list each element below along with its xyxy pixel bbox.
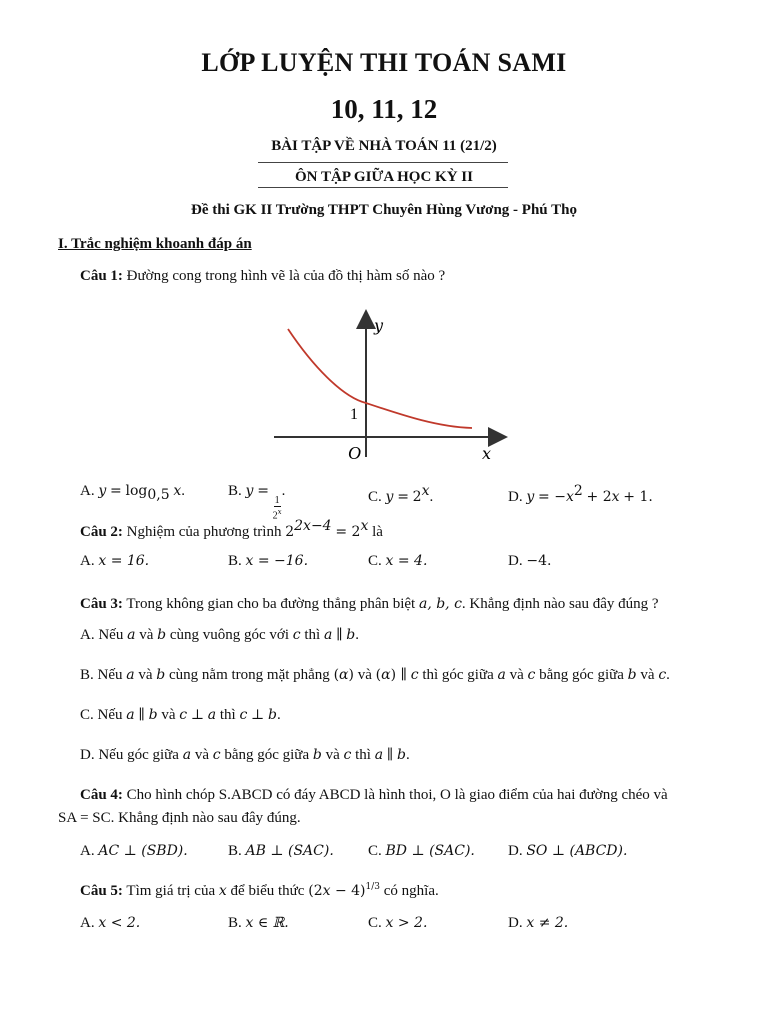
question-1-label: Câu 1:	[80, 268, 123, 284]
q1-option-d-formula: y	[526, 489, 535, 505]
q5-option-b[interactable]	[228, 915, 289, 932]
question-5: Câu 5: Tìm giá trị của x để biểu thức $(2x - 4)^{1/3}$ có nghĩa.	[80, 882, 439, 899]
q5-option-c-letter: C.	[368, 915, 382, 931]
q5-option-d-text: x ≠ 2.	[526, 915, 569, 931]
homework-heading: BÀI TẬP VỀ NHÀ TOÁN 11 (21/2)	[271, 138, 497, 154]
q2-option-a[interactable]	[80, 553, 149, 570]
q1-option-b-letter: B.	[228, 483, 242, 499]
question-1-graph	[272, 305, 512, 465]
q1-option-b[interactable]: B. y = $\frac{1}{2^x}$ .	[228, 483, 286, 522]
question-5-label: Câu 5:	[80, 883, 123, 899]
q4-option-c-letter: C.	[368, 843, 382, 859]
q3-option-d-text: Nếu góc giữa a và c bằng góc giữa b và c thì a ∥ b.	[98, 747, 410, 763]
q1-option-d-letter: D.	[508, 489, 523, 505]
q3-option-b-text: Nếu a và b cùng nằm trong mặt phẳng (α) và (α) ∥ c thì góc giữa a và c bằng góc giữa b và c.	[97, 667, 670, 683]
q1-option-a[interactable]: A. $y = \log_{0,5} x$.	[80, 483, 186, 503]
q4-option-c-text: BD ⊥ (SAC).	[385, 843, 475, 859]
q5-option-a-letter: A.	[80, 915, 95, 931]
question-3-vars: a, b, c	[418, 596, 462, 612]
q2-option-c-text: x = 4.	[385, 553, 428, 569]
question-2-text-after: là	[372, 524, 383, 540]
question-3-label: Câu 3:	[80, 596, 123, 612]
q5-option-a[interactable]	[80, 915, 140, 932]
q5-option-d[interactable]	[508, 915, 568, 932]
question-4-line2: SA = SC. Khẳng định nào sau đây đúng.	[58, 810, 301, 826]
question-5-text-mid: để biểu thức	[230, 883, 305, 899]
question-5-text-after: có nghĩa.	[383, 883, 439, 899]
q3-option-c[interactable]	[80, 707, 281, 724]
q5-option-a-text: x < 2.	[98, 915, 141, 931]
q3-option-d[interactable]	[80, 747, 410, 764]
q3-option-d-letter: D.	[80, 747, 95, 763]
q2-option-a-text: x = 16.	[98, 553, 150, 569]
question-1	[80, 268, 445, 285]
q1-option-b-formula: y	[245, 483, 254, 499]
q1-option-d[interactable]: D. $y = -x^2 + 2x + 1$.	[508, 483, 653, 505]
exponential-curve	[288, 329, 472, 428]
q4-option-a[interactable]	[80, 843, 188, 860]
section-title: I. Trắc nghiệm khoanh đáp án	[58, 236, 252, 252]
graph-x-label: x	[482, 444, 492, 463]
q3-option-c-text: Nếu a ∥ b và c ⊥ a thì c ⊥ b.	[97, 707, 281, 723]
question-5-expression: (2x − 4)	[308, 883, 366, 899]
q3-option-b-letter: B.	[80, 667, 94, 683]
q3-option-c-letter: C.	[80, 707, 94, 723]
graph-y-label: y	[374, 316, 384, 335]
question-4-label: Câu 4:	[80, 787, 123, 803]
q4-option-a-text: AC ⊥ (SBD).	[98, 843, 188, 859]
q5-option-c[interactable]	[368, 915, 427, 932]
q4-option-b[interactable]	[228, 843, 334, 860]
question-4-line1: Cho hình chóp S.ABCD có đáy ABCD là hình thoi, O là giao điểm của hai đường chéo và	[126, 787, 668, 803]
q2-option-a-letter: A.	[80, 553, 95, 569]
q1-option-c[interactable]: C. y = 2$^x$.	[368, 483, 434, 505]
question-3-text: Trong không gian cho ba đường thẳng phân biệt	[126, 596, 416, 612]
page-title: LỚP LUYỆN THI TOÁN SAMI	[201, 48, 567, 77]
graph-origin-label: O	[348, 443, 361, 463]
q1-option-c-letter: C.	[368, 489, 382, 505]
q2-option-d[interactable]	[508, 553, 551, 570]
q2-option-c[interactable]	[368, 553, 427, 570]
q5-option-d-letter: D.	[508, 915, 523, 931]
q1-option-c-formula: y	[385, 489, 394, 505]
question-2-text: Nghiệm của phương trình	[126, 524, 282, 540]
q5-option-b-text: x ∈ ℝ.	[245, 915, 289, 931]
q2-option-b-text: x = −16.	[245, 553, 309, 569]
q3-option-a-letter: A.	[80, 627, 95, 643]
q2-option-c-letter: C.	[368, 553, 382, 569]
q2-option-d-text: −4.	[526, 553, 552, 569]
q4-option-d[interactable]	[508, 843, 627, 860]
question-2-label: Câu 2:	[80, 524, 123, 540]
q4-option-b-letter: B.	[228, 843, 242, 859]
q4-option-b-text: AB ⊥ (SAC).	[245, 843, 334, 859]
q2-option-d-letter: D.	[508, 553, 523, 569]
q3-option-b[interactable]	[80, 667, 670, 684]
question-4	[80, 787, 668, 804]
q4-option-a-letter: A.	[80, 843, 95, 859]
grades-heading: 10, 11, 12	[330, 94, 438, 124]
q2-option-b[interactable]	[228, 553, 308, 570]
q3-option-a-text: Nếu a và b cùng vuông góc với c thì a ∥ b.	[98, 627, 359, 643]
question-3	[80, 596, 659, 613]
q2-option-b-letter: B.	[228, 553, 242, 569]
question-5-text-before: Tìm giá trị của	[126, 883, 216, 899]
review-heading: ÔN TẬP GIỮA HỌC KỲ II	[295, 169, 473, 185]
graph-intercept-label: 1	[350, 406, 358, 423]
q1-option-a-formula: y	[98, 483, 107, 499]
exam-source: Đề thi GK II Trường THPT Chuyên Hùng Vương - Phú Thọ	[191, 202, 577, 218]
question-2: Câu 2: Nghiệm của phương trình $2^{2x-4} = 2^x$ là	[80, 518, 383, 540]
q4-option-d-text: SO ⊥ (ABCD).	[526, 843, 628, 859]
q4-option-c[interactable]	[368, 843, 475, 860]
q5-option-b-letter: B.	[228, 915, 242, 931]
q4-option-d-letter: D.	[508, 843, 523, 859]
q1-option-a-letter: A.	[80, 483, 95, 499]
question-3-text-after: . Khẳng định nào sau đây đúng ?	[461, 596, 659, 612]
question-1-text: Đường cong trong hình vẽ là của đồ thị hàm số nào ?	[126, 268, 446, 284]
header-divider-bottom	[258, 187, 508, 188]
q3-option-a[interactable]	[80, 627, 359, 644]
q5-option-c-text: x > 2.	[385, 915, 428, 931]
header-divider-top	[258, 162, 508, 163]
